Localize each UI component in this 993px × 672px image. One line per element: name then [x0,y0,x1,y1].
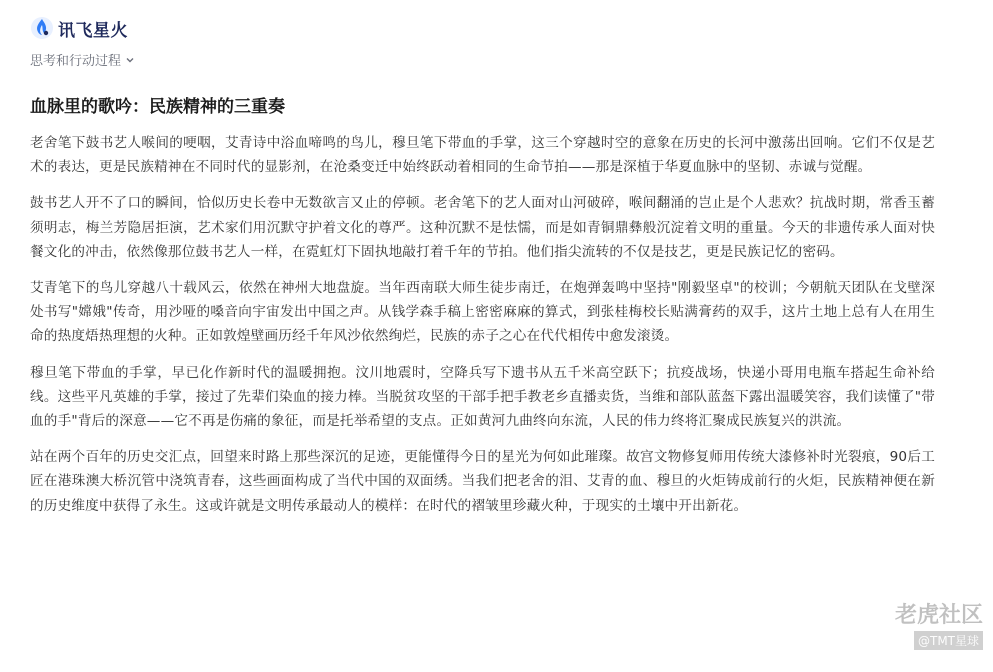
watermark-text: 老虎社区 [894,603,983,628]
article-paragraph: 鼓书艺人开不了口的瞬间，恰似历史长卷中无数欲言又止的停顿。老舍笔下的艺人面对山河破碎，喉间翻涌的岂止是个人悲欢？抗战时期，常香玉蓄须明志，梅兰芳隐居拒演，艺术家们用沉默守护着文化的尊严。这种沉默不是怯懦，而是如青铜鼎彝般沉淀着文明的重量。今天的非遗传承人面对快餐文化的冲击，依然像那位鼓书艺人一样，在霓虹灯下固执地敲打着千年的节拍。他们指尖流转的不仅是技艺，更是民族记忆的密码。 [30,195,935,260]
app-header [30,14,128,42]
spark-logo-icon [30,16,54,40]
article-body [30,131,935,530]
process-toggle-label: 思考和行动过程 [30,54,122,69]
article-paragraph: 站在两个百年的历史交汇点，回望来时路上那些深沉的足迹，更能懂得今日的星光为何如此璀璨。故宫文物修复师用传统大漆修补时光裂痕，90后工匠在港珠澳大桥沉管中浇筑青春，这些画面构成了当代中国的双面绣。当我们把老舍的泪、艾青的血、穆旦的火炬铸成前行的火炬，民族精神便在新的历史维度中获得了永生。这或许就是文明传承最动人的模样：在时代的褶皱里珍藏火种，于现实的土壤中开出新花。 [30,449,935,514]
chevron-down-icon [125,55,135,65]
article-paragraph: 艾青笔下的鸟儿穿越八十载风云，依然在神州大地盘旋。当年西南联大师生徒步南迁，在炮弹轰鸣中坚持"刚毅坚卓"的校训；今朝航天团队在戈壁深处书写"嫦娥"传奇，用沙哑的嗓音向宇宙发出中国之声。从钱学森手稿上密密麻麻的算式，到张桂梅校长贴满膏药的双手，这片土地上总有人在用生命的热度焐热理想的火种。正如敦煌壁画历经千年风沙依然绚烂，民族的赤子之心在代代相传中愈发滚烫。 [30,280,935,345]
watermark [895,598,983,650]
article-paragraph: 老舍笔下鼓书艺人喉间的哽咽，艾青诗中浴血啼鸣的鸟儿，穆旦笔下带血的手掌，这三个穿越时空的意象在历史的长河中激荡出回响。它们不仅是艺术的表达，更是民族精神在不同时代的显影剂，在沧桑变迁中始终跃动着相同的生命节拍——那是深植于华夏血脉中的坚韧、赤诚与觉醒。 [30,135,935,176]
app-logo-text: 讯飞星火 [58,20,128,41]
watermark-handle: @TMT星球 [914,631,983,650]
process-toggle[interactable] [30,50,135,69]
article-title: 血脉里的歌吟：民族精神的三重奏 [30,97,285,117]
article-paragraph: 穆旦笔下带血的手掌，早已化作新时代的温暖拥抱。汶川地震时，空降兵写下遗书从五千米高空跃下；抗疫战场，快递小哥用电瓶车搭起生命补给线。这些平凡英雄的手掌，接过了先辈们染血的接力棒。当脱贫攻坚的干部手把手教老乡直播卖货，当维和部队蓝盔下露出温暖笑容，我们读懂了"带血的手"背后的深意——它不再是伤痛的象征，而是托举希望的支点。正如黄河九曲终向东流，人民的伟力终将汇聚成民族复兴的洪流。 [30,364,935,430]
